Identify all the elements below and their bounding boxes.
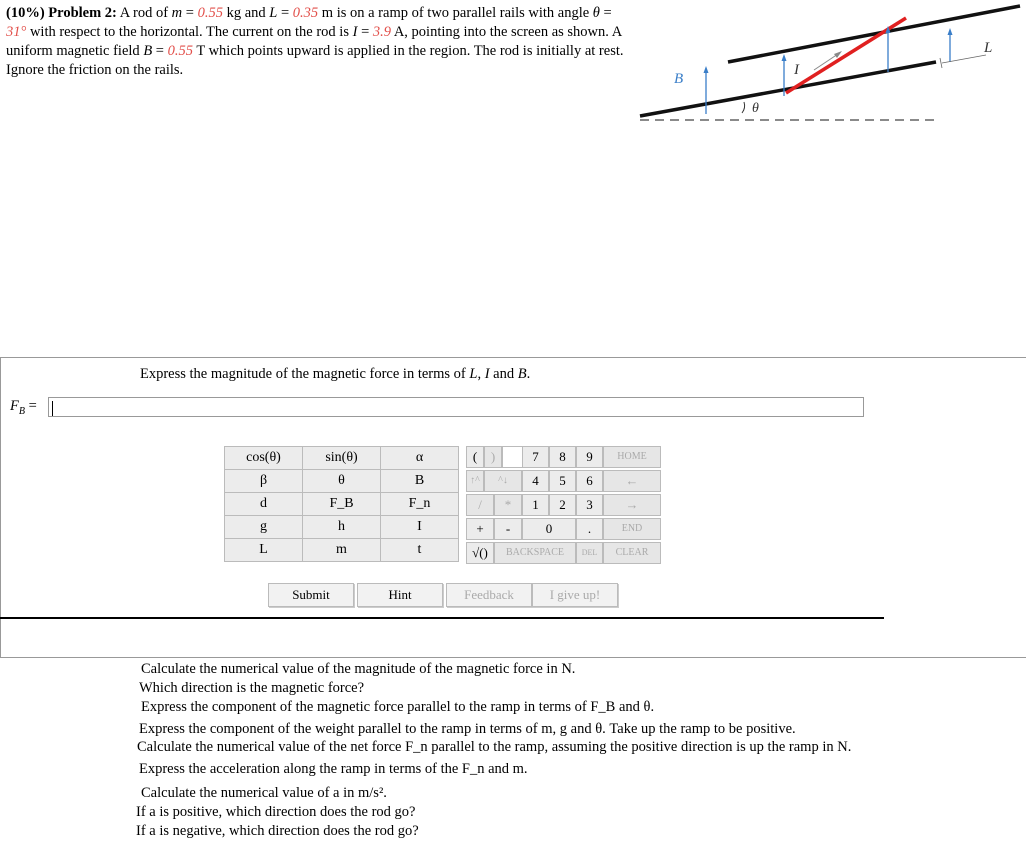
key-2[interactable]: 2 <box>549 494 576 516</box>
key-minus[interactable]: - <box>494 518 522 540</box>
problem-text: A rod of <box>119 5 172 21</box>
feedback-area-divider <box>0 617 884 619</box>
section-divider <box>0 357 1026 358</box>
key-theta[interactable]: θ <box>303 470 381 493</box>
key-close-paren[interactable]: ) <box>484 446 502 468</box>
label-eq: = <box>24 397 37 414</box>
feedback-button[interactable]: Feedback <box>446 583 532 607</box>
key-cos-theta[interactable]: cos(θ) <box>225 447 303 470</box>
answer-input[interactable] <box>48 397 864 417</box>
equals-sign: = <box>357 24 373 40</box>
key-6[interactable]: 6 <box>576 470 603 492</box>
key-B[interactable]: B <box>381 470 459 493</box>
length-dimension-line <box>942 55 986 63</box>
mass-symbol: m <box>171 5 183 21</box>
problem-text: kg and <box>222 5 270 21</box>
key-pow-down[interactable]: ^↓ <box>484 470 522 492</box>
question-prompt <box>140 366 530 383</box>
label-L: L <box>984 40 993 56</box>
section-left-border <box>0 357 1 657</box>
angle-arc <box>742 102 745 113</box>
key-t[interactable]: t <box>381 539 459 562</box>
hint-button[interactable]: Hint <box>357 583 443 607</box>
part-item: Express the component of the magnetic force parallel to the ramp in terms of F_B and θ. <box>141 699 655 715</box>
key-clear[interactable]: CLEAR <box>603 542 661 564</box>
mass-value: 0.55 <box>197 5 223 21</box>
key-alpha[interactable]: α <box>381 447 459 470</box>
equals-sign: = <box>277 5 293 21</box>
part-item: Which direction is the magnetic force? <box>139 680 365 696</box>
var-L: L <box>469 366 478 382</box>
text-caret <box>52 401 53 416</box>
label-I: I <box>794 62 799 78</box>
key-home[interactable]: HOME <box>603 446 661 468</box>
key-m[interactable]: m <box>303 539 381 562</box>
key-7[interactable]: 7 <box>522 446 549 468</box>
key-4[interactable]: 4 <box>522 470 549 492</box>
key-end[interactable]: END <box>603 518 661 540</box>
key-0[interactable]: 0 <box>522 518 576 540</box>
var-I: I <box>484 366 490 382</box>
and-word: and <box>489 366 518 382</box>
label-B: B <box>674 71 684 87</box>
key-right[interactable]: → <box>603 494 661 516</box>
upper-rail <box>728 6 1020 62</box>
part-item: Express the acceleration along the ramp in terms of the F_n and m. <box>139 761 528 777</box>
key-8[interactable]: 8 <box>549 446 576 468</box>
part-item: If a is positive, which direction does the rod go? <box>136 804 416 820</box>
part-item: Calculate the numerical value of the net force F_n parallel to the ramp, assuming the positive direction is up the ramp in N. <box>137 739 852 755</box>
problem-text: with respect to the horizontal. The current on the rod is <box>26 24 353 40</box>
comma: , <box>477 366 485 382</box>
key-backspace[interactable]: BACKSPACE <box>494 542 576 564</box>
field-arrow-4-head <box>948 28 953 35</box>
submit-button[interactable]: Submit <box>268 583 354 607</box>
field-value: 0.55 <box>167 43 193 59</box>
key-plus[interactable]: + <box>466 518 494 540</box>
problem-statement <box>6 4 631 80</box>
field-arrow-2-head <box>782 54 787 61</box>
problem-text: A, pointing into the screen as shown. A uniform magnetic field <box>6 24 622 59</box>
key-divide[interactable]: / <box>466 494 494 516</box>
part-item: Express the component of the weight parallel to the ramp in terms of m, g and θ. Take up the ramp to be positive. <box>139 721 796 737</box>
key-F-B[interactable]: F_B <box>303 493 381 516</box>
key-g[interactable]: g <box>225 516 303 539</box>
equals-sign: = <box>152 43 168 59</box>
answer-label <box>10 398 48 417</box>
length-symbol: L <box>269 5 278 21</box>
label-theta: θ <box>752 101 759 116</box>
length-dimension-tick <box>940 58 942 68</box>
period: . <box>526 366 531 382</box>
key-h[interactable]: h <box>303 516 381 539</box>
key-I[interactable]: I <box>381 516 459 539</box>
problem-text: m is on a ramp of two parallel rails with angle <box>318 5 593 21</box>
key-pow-up[interactable]: ↑^ <box>466 470 484 492</box>
key-multiply[interactable]: * <box>494 494 522 516</box>
key-dot[interactable]: . <box>576 518 603 540</box>
part-item: If a is negative, which direction does the rod go? <box>136 823 419 839</box>
key-9[interactable]: 9 <box>576 446 603 468</box>
field-symbol: B <box>143 43 153 59</box>
key-beta[interactable]: β <box>225 470 303 493</box>
key-open-paren[interactable]: ( <box>466 446 484 468</box>
key-L[interactable]: L <box>225 539 303 562</box>
equals-sign: = <box>599 5 612 21</box>
question-text: Express the magnitude of the magnetic force in terms of <box>140 366 470 382</box>
key-d[interactable]: d <box>225 493 303 516</box>
length-value: 0.35 <box>292 5 319 21</box>
key-F-n[interactable]: F_n <box>381 493 459 516</box>
key-del[interactable]: DEL <box>576 542 603 564</box>
angle-value: 31° <box>6 24 27 40</box>
theta-symbol: θ <box>592 5 600 21</box>
ramp-diagram <box>636 0 1026 130</box>
give-up-button[interactable]: I give up! <box>532 583 618 607</box>
lower-rail <box>640 62 936 116</box>
key-sin-theta[interactable]: sin(θ) <box>303 447 381 470</box>
key-1[interactable]: 1 <box>522 494 549 516</box>
part-item: Calculate the numerical value of the magnitude of the magnetic force in N. <box>141 661 576 677</box>
label-sub: B <box>18 405 25 417</box>
current-symbol: I <box>352 24 358 40</box>
parts-divider <box>0 657 1026 658</box>
variable-keypad <box>224 446 459 562</box>
problem-text: T which points upward is applied in the region. The rod is initially at rest. Ignore the friction on the rails. <box>6 43 624 78</box>
key-3[interactable]: 3 <box>576 494 603 516</box>
part-item: Calculate the numerical value of a in m/s². <box>141 785 387 801</box>
field-arrow-1-head <box>704 66 709 73</box>
var-B: B <box>517 366 527 382</box>
current-value: 3.9 <box>372 24 392 40</box>
answer-row <box>10 397 864 417</box>
key-sqrt[interactable]: √() <box>466 542 494 564</box>
problem-heading: (10%) Problem 2: <box>6 5 117 21</box>
key-5[interactable]: 5 <box>549 470 576 492</box>
key-left[interactable]: ← <box>603 470 661 492</box>
equals-sign: = <box>182 5 198 21</box>
label-F: F <box>10 397 19 414</box>
